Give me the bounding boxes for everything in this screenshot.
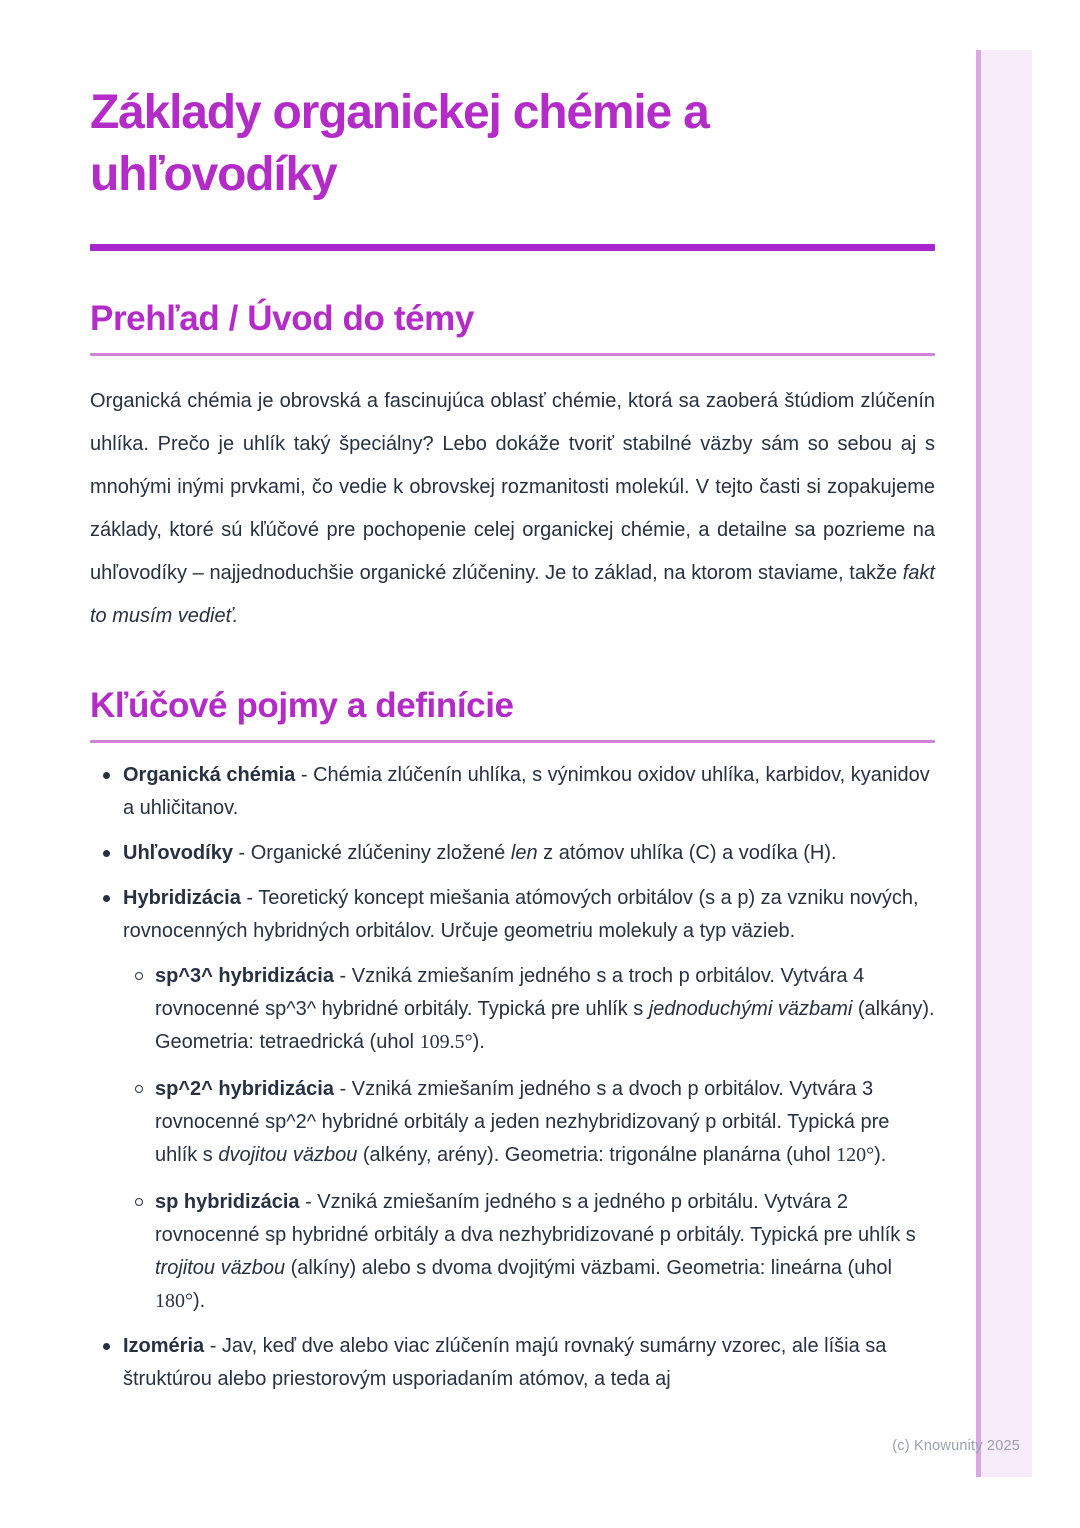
list-item [123, 1073, 935, 1172]
key-terms-list [90, 759, 935, 1396]
math-text: 180° [155, 1290, 193, 1312]
list-item-text [123, 837, 935, 870]
plain-text: - Vzniká zmiešaním jedného s a dvoch p orbitálov. Vytvára 3 rovnocenné sp^2^ hybridné orbitály a jeden nezhybridizovaný p orbitál. Typická pre uhlík s [155, 1078, 890, 1166]
overview-heading-divider [90, 353, 935, 356]
list-item [123, 960, 935, 1059]
bold-text: Hybridizácia [123, 887, 241, 909]
plain-text: - Teoretický koncept miešania atómových orbitálov (s a p) za vzniku nových, rovnocenných hybridných orbitálov. Určuje geometriu molekuly a typ väzieb. [123, 887, 919, 942]
list-item [123, 1186, 935, 1318]
italic-text: jednoduchými väzbami [648, 998, 853, 1020]
italic-text: dvojitou väzbou [218, 1144, 358, 1166]
plain-text: ). [472, 1031, 485, 1053]
list-item [90, 882, 935, 1318]
plain-text: ). [874, 1144, 887, 1166]
bold-text: sp^2^ hybridizácia [155, 1078, 334, 1100]
title-divider [90, 244, 935, 251]
plain-text: z atómov uhlíka (C) a vodíka (H). [537, 842, 837, 864]
math-text: 109.5° [419, 1031, 473, 1053]
plain-text: - Vzniká zmiešaním jedného s a jedného p orbitálu. Vytvára 2 rovnocenné sp hybridné orbitály a dva nezhybridizované p orbitály. Typická pre uhlík s [155, 1191, 916, 1246]
disc-bullet-icon [103, 895, 110, 902]
sublist [123, 960, 935, 1318]
overview-heading: Prehľad / Úvod do témy [90, 299, 474, 338]
list-item-text [155, 1186, 935, 1318]
bold-text: Uhľovodíky [123, 842, 233, 864]
list-item [90, 1330, 935, 1396]
bold-text: Izoméria [123, 1335, 205, 1357]
page-title: Základy organickej chémie a uhľovodíky [90, 86, 709, 201]
italic-text: trojitou väzbou [155, 1257, 286, 1279]
list-item [90, 837, 935, 870]
list-item-text [123, 1330, 935, 1396]
disc-bullet-icon [103, 1343, 110, 1350]
disc-bullet-icon [103, 772, 110, 779]
math-text: 120° [836, 1144, 875, 1166]
section-key-terms [90, 684, 935, 1396]
italic-text: fakt to musím vedieť. [90, 562, 935, 627]
plain-text: - Organické zlúčeniny zložené [232, 842, 511, 864]
plain-text: - Chémia zlúčenín uhlíka, s výnimkou oxidov uhlíka, karbidov, kyanidov a uhličitanov. [123, 764, 930, 819]
document-content [90, 0, 935, 1396]
circle-bullet-icon [135, 1085, 143, 1093]
list-item-text [123, 759, 935, 825]
plain-text: (alkény, arény). Geometria: trigonálne planárna (uhol [357, 1144, 837, 1166]
list-item-text [155, 960, 935, 1059]
plain-text: Organická chémia je obrovská a fascinujúca oblasť chémie, ktorá sa zaoberá štúdiom zlúčenín uhlíka. Prečo je uhlík taký špeciálny? Lebo dokáže tvoriť stabilné väzby sám so sebou aj s mnohými inými prvkami, čo vedie k obrovskej rozmanitosti molekúl. V tejto časti si zopakujeme základy, ktoré sú kľúčové pre pochopenie celej organickej chémie, a detailne sa pozrieme na uhľovodíky – najjednoduchšie organické zlúčeniny. Je to základ, na ktorom staviame, takže [90, 390, 935, 584]
list-item-text [155, 1073, 935, 1172]
plain-text: - Vzniká zmiešaním jedného s a troch p orbitálov. Vytvára 4 rovnocenné sp^3^ hybridné orbitály. Typická pre uhlík s [155, 965, 865, 1020]
bold-text: sp^3^ hybridizácia [155, 965, 334, 987]
watermark: (c) Knowunity 2025 [892, 1438, 1020, 1454]
list-item-text [123, 882, 935, 1318]
plain-text: (alkíny) alebo s dvoma dvojitými väzbami. Geometria: lineárna (uhol [285, 1257, 893, 1279]
key-terms-heading-divider [90, 740, 935, 743]
disc-bullet-icon [103, 850, 110, 857]
bold-text: Organická chémia [123, 764, 296, 786]
plain-text: - Jav, keď dve alebo viac zlúčenín majú rovnaký sumárny vzorec, ale líšia sa štruktúrou alebo priestorovým usporiadaním atómov, a teda aj [123, 1335, 887, 1390]
list-item [90, 759, 935, 825]
overview-paragraph [90, 380, 935, 638]
circle-bullet-icon [135, 972, 143, 980]
circle-bullet-icon [135, 1198, 143, 1206]
bold-text: sp hybridizácia [155, 1191, 300, 1213]
plain-text: ). [193, 1290, 206, 1312]
key-terms-heading: Kľúčové pojmy a definície [90, 686, 514, 725]
plain-text: (alkány). Geometria: tetraedrická (uhol [155, 998, 935, 1053]
right-margin-stripe [976, 50, 1032, 1477]
section-overview [90, 297, 935, 638]
italic-text: len [510, 842, 538, 864]
